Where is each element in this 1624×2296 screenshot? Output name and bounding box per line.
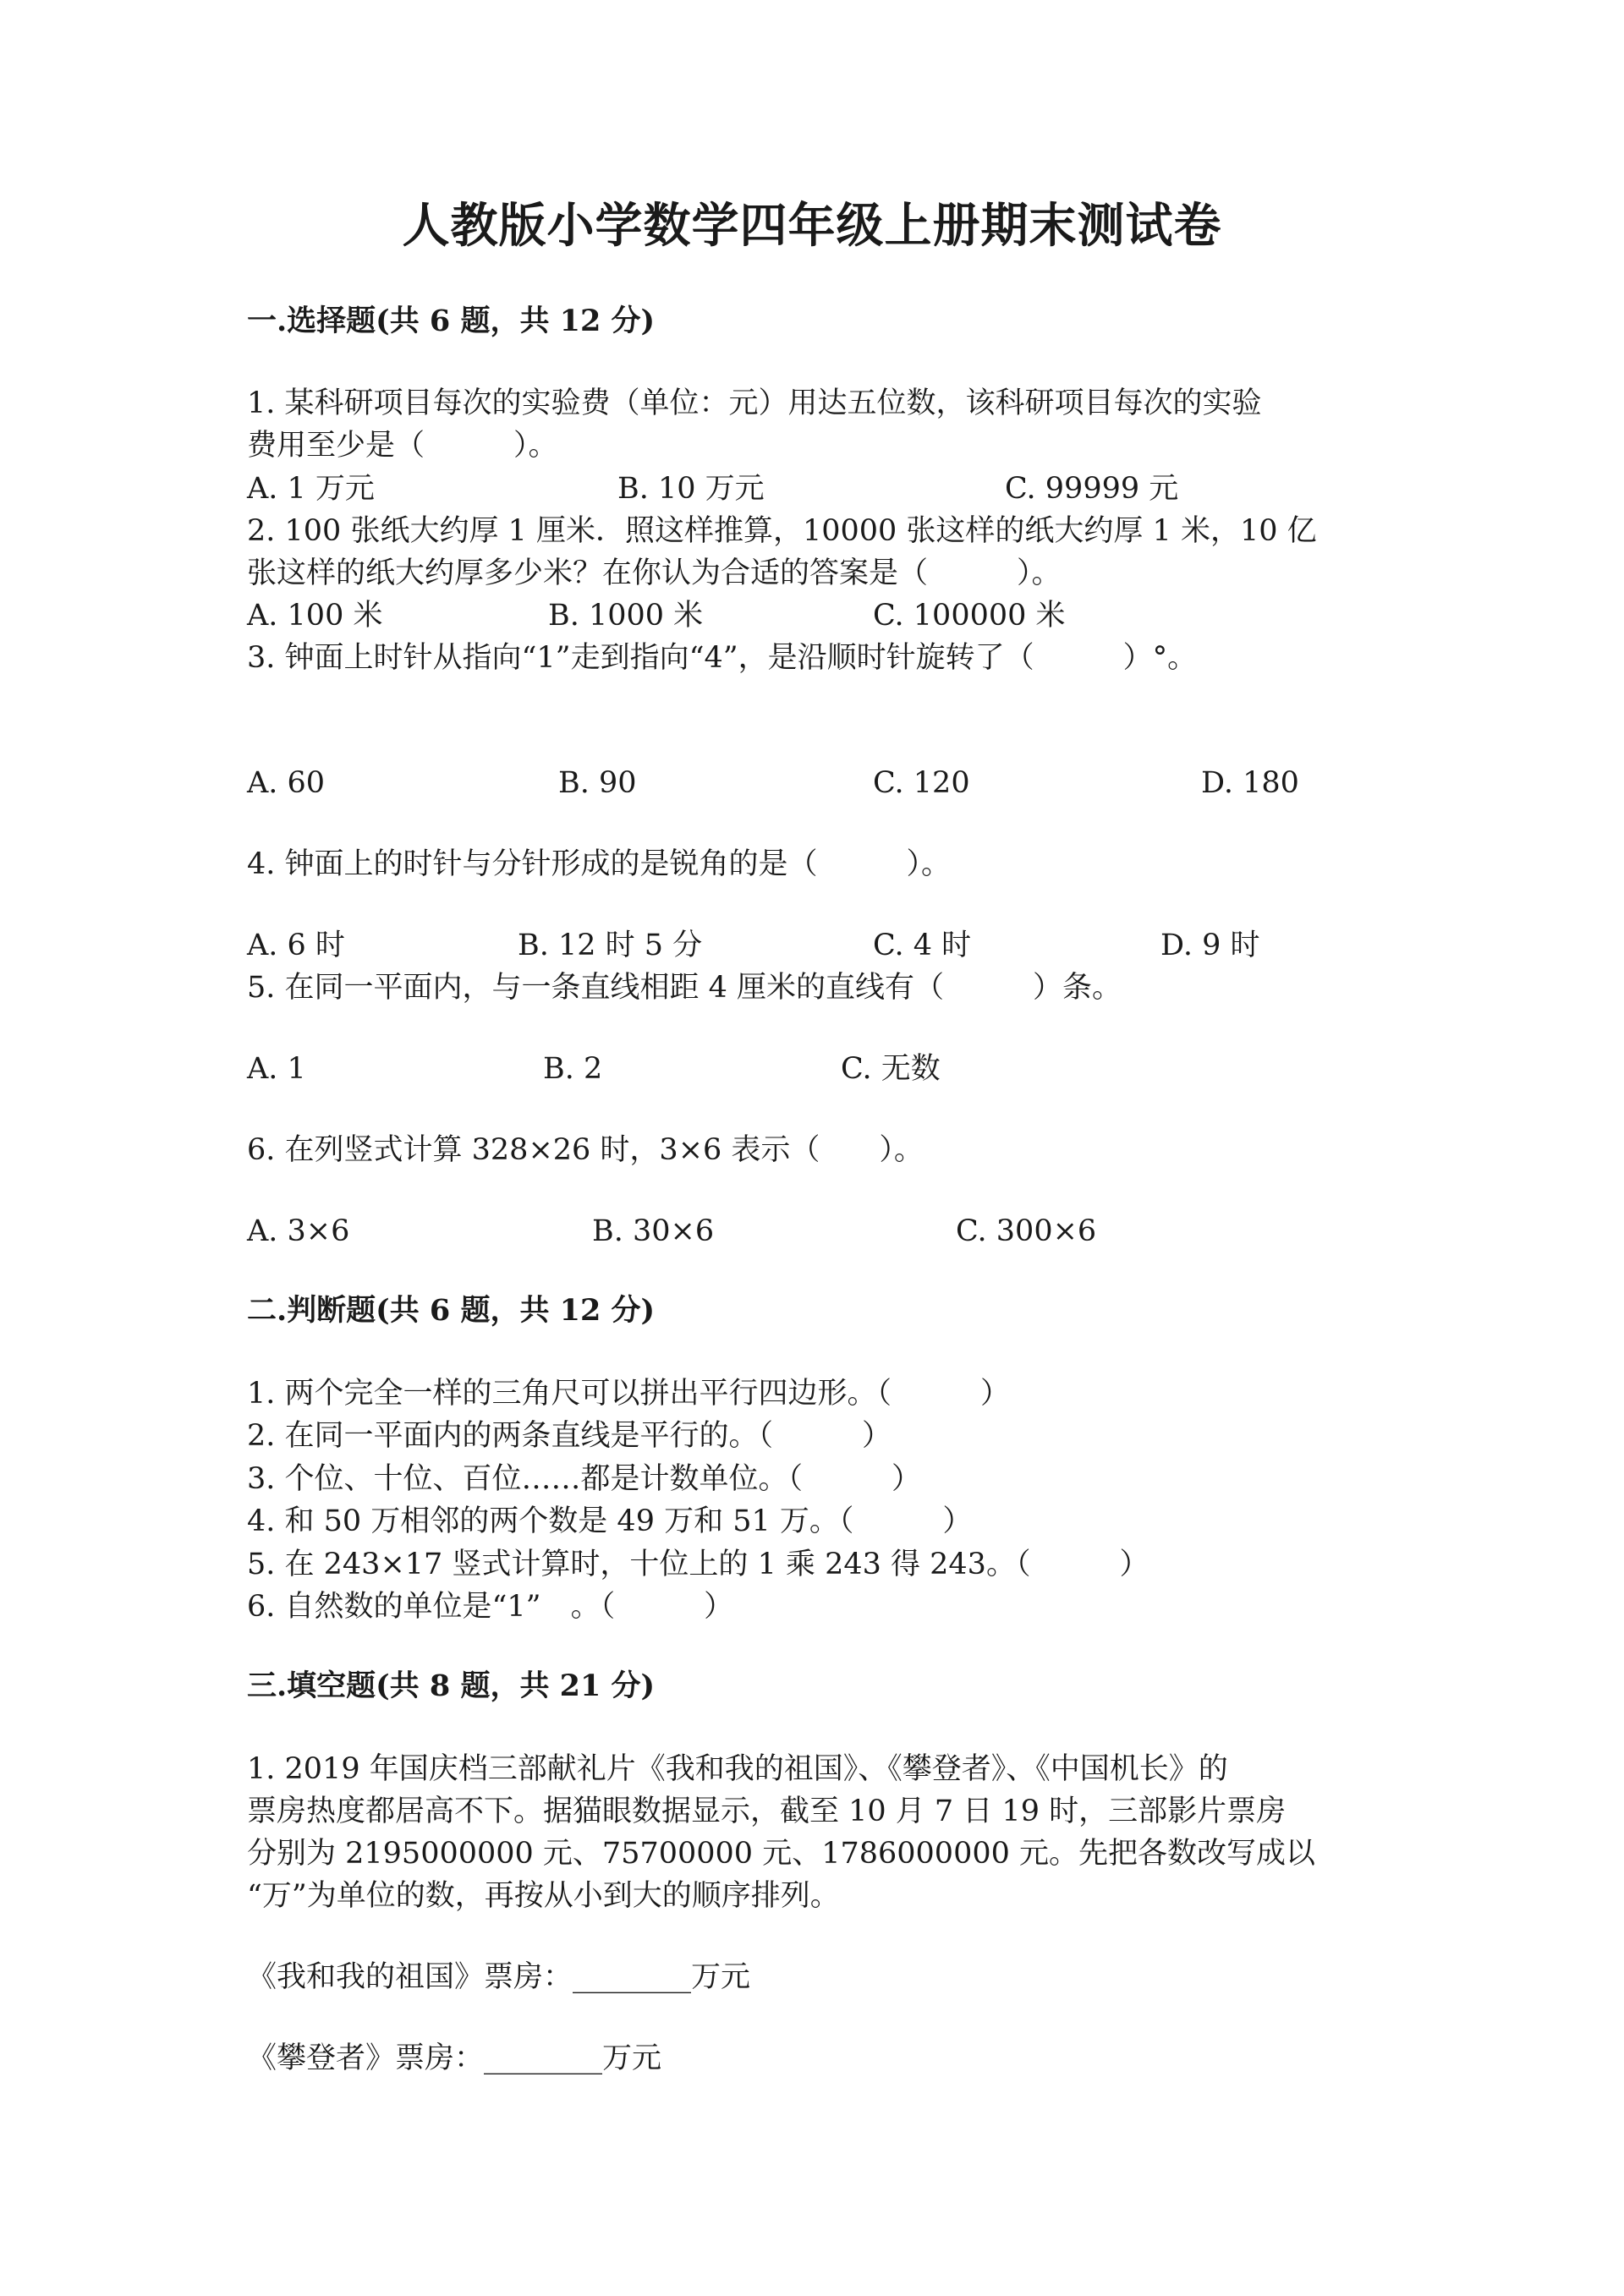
fill-q1-line4: “万”为单位的数，再按从小到大的顺序排列。 bbox=[247, 1879, 840, 1913]
page-title: 人教版小学数学四年级上册期末测试卷 bbox=[402, 198, 1222, 254]
choice-q3-line1: 3. 钟面上时针从指向“1”走到指向“4”，是沿顺时针旋转了（ ）°。 bbox=[247, 641, 1198, 675]
choice-q1-line2: 费用至少是（ ）。 bbox=[247, 429, 558, 463]
fill-q1-blank-climbers: 《攀登者》票房：________万元 bbox=[247, 2041, 662, 2075]
judge-item-2: 2. 在同一平面内的两条直线是平行的。（ ） bbox=[247, 1419, 892, 1453]
choice-q1-option-a: A. 1 万元 bbox=[247, 472, 375, 506]
choice-q4-option-a: A. 6 时 bbox=[247, 929, 345, 962]
judge-item-4: 4. 和 50 万相邻的两个数是 49 万和 51 万。（ ） bbox=[247, 1504, 973, 1538]
choice-q5-option-b: B. 2 bbox=[543, 1052, 603, 1086]
choice-q6-line1: 6. 在列竖式计算 328×26 时，3×6 表示（ ）。 bbox=[247, 1133, 924, 1167]
choice-q6-option-a: A. 3×6 bbox=[247, 1214, 350, 1248]
choice-q3-option-a: A. 60 bbox=[247, 766, 326, 800]
choice-q3-option-b: B. 90 bbox=[558, 766, 637, 800]
choice-q2-line1: 2. 100 张纸大约厚 1 厘米．照这样推算，10000 张这样的纸大约厚 1 米，10 亿 bbox=[247, 514, 1317, 548]
choice-q1-option-c: C. 99999 元 bbox=[1005, 472, 1179, 506]
choice-q2-line2: 张这样的纸大约厚多少米？在你认为合适的答案是（ ）。 bbox=[247, 556, 1062, 590]
choice-q2-option-b: B. 1000 米 bbox=[548, 599, 704, 633]
choice-q4-option-c: C. 4 时 bbox=[873, 929, 972, 962]
choice-q4-line1: 4. 钟面上的时针与分针形成的是锐角的是（ ）。 bbox=[247, 847, 952, 881]
fill-q1-line1: 1. 2019 年国庆档三部献礼片《我和我的祖国》、《攀登者》、《中国机长》的 bbox=[247, 1752, 1228, 1786]
fill-q1-line3: 分别为 2195000000 元、75700000 元、1786000000 元。先把各数改写成以 bbox=[247, 1837, 1316, 1871]
choice-q1-option-b: B. 10 万元 bbox=[617, 472, 765, 506]
section-heading-judge: 二.判断题(共 6 题，共 12 分) bbox=[247, 1293, 656, 1328]
choice-q4-option-b: B. 12 时 5 分 bbox=[518, 929, 703, 962]
choice-q6-option-c: C. 300×6 bbox=[956, 1214, 1097, 1248]
fill-q1-line2: 票房热度都居高不下。据猫眼数据显示，截至 10 月 7 日 19 时，三部影片票房 bbox=[247, 1795, 1287, 1828]
judge-item-3: 3. 个位、十位、百位……都是计数单位。（ ） bbox=[247, 1462, 922, 1496]
choice-q2-option-c: C. 100000 米 bbox=[873, 599, 1066, 633]
judge-item-5: 5. 在 243×17 竖式计算时，十位上的 1 乘 243 得 243。（ ） bbox=[247, 1548, 1149, 1581]
choice-q1-line1: 1. 某科研项目每次的实验费（单位：元）用达五位数，该科研项目每次的实验 bbox=[247, 386, 1262, 420]
section-heading-fill: 三.填空题(共 8 题，共 21 分) bbox=[247, 1669, 656, 1703]
judge-item-6: 6. 自然数的单位是“1” 。（ ） bbox=[247, 1590, 734, 1624]
judge-item-1: 1. 两个完全一样的三角尺可以拼出平行四边形。（ ） bbox=[247, 1377, 1011, 1411]
choice-q3-option-c: C. 120 bbox=[873, 766, 970, 800]
choice-q5-option-a: A. 1 bbox=[247, 1052, 306, 1086]
choice-q2-option-a: A. 100 米 bbox=[247, 599, 383, 633]
choice-q5-option-c: C. 无数 bbox=[841, 1052, 941, 1086]
choice-q3-option-d: D. 180 bbox=[1201, 766, 1299, 800]
section-heading-choice: 一.选择题(共 6 题，共 12 分) bbox=[247, 304, 656, 338]
choice-q5-line1: 5. 在同一平面内，与一条直线相距 4 厘米的直线有（ ）条。 bbox=[247, 971, 1122, 1005]
choice-q6-option-b: B. 30×6 bbox=[592, 1214, 715, 1248]
choice-q4-option-d: D. 9 时 bbox=[1160, 929, 1260, 962]
fill-q1-blank-motherland: 《我和我的祖国》票房：________万元 bbox=[247, 1960, 751, 1994]
